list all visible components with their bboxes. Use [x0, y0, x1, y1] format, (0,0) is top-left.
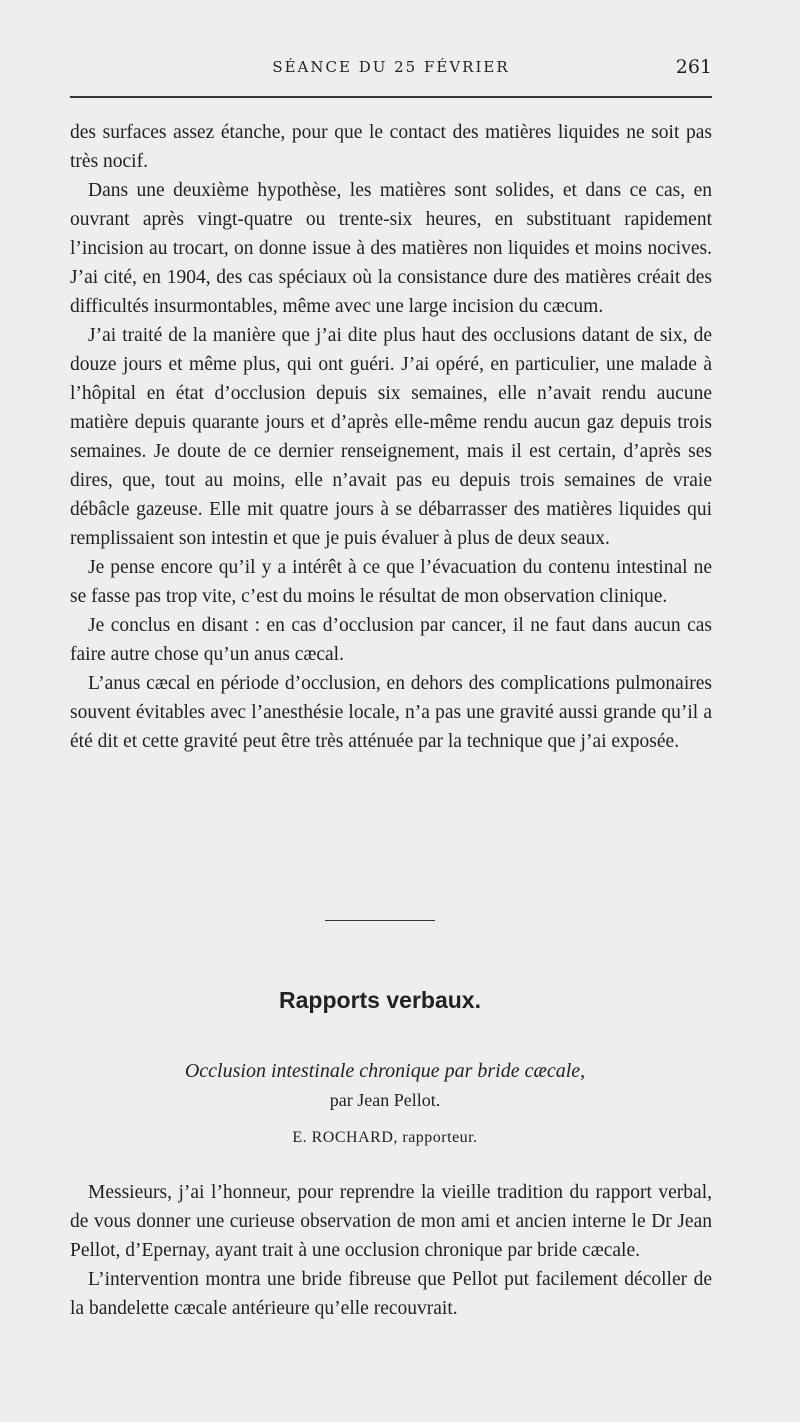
paragraph: Messieurs, j’ai l’honneur, pour reprendre la vieille tradition du rapport verbal, de vous donner une curieuse observation de mon ami et ancien interne le Dr Jean Pellot, d’Epernay, ayant trait à une occlusion chronique par bride cæcale. — [70, 1182, 712, 1261]
running-head — [70, 56, 712, 80]
paragraph: L’intervention montra une bride fibreuse que Pellot put facilement décoller de la bandelette cæcale antérieure qu’elle recouvrait. — [70, 1269, 712, 1319]
body-text-bottom — [70, 1178, 712, 1323]
paragraph: L’anus cæcal en période d’occlusion, en dehors des complications pulmonaires souvent évitables avec l’anesthésie locale, n’a pas une gravité aussi grande qu’il a été dit et cette gravité peut être très atténuée par la technique que j’ai exposée. — [70, 673, 712, 752]
paragraph: Dans une deuxième hypothèse, les matières sont solides, et dans ce cas, en ouvrant après vingt-quatre ou trente-six heures, en substituant rapidement l’incision au trocart, on donne issue à des matières non liquides et moins nocives. J’ai cité, en 1904, des cas spéciaux où la consistance dure des matières créait des difficultés insurmontables, même avec une large incision du cæcum. — [70, 180, 712, 317]
report-title: Occlusion intestinale chronique par bride cæcale, — [184, 1060, 586, 1082]
running-head-title: SÉANCE DU 25 FÉVRIER — [272, 58, 510, 76]
page-number: 261 — [675, 56, 712, 78]
body-text-top — [70, 118, 712, 756]
paragraph: Je pense encore qu’il y a intérêt à ce que l’évacuation du contenu intestinal ne se fasse pas trop vite, c’est du moins le résultat de mon observation clinique. — [70, 557, 712, 607]
section-separator — [325, 920, 435, 921]
header-rule — [70, 96, 712, 98]
paragraph: des surfaces assez étanche, pour que le contact des matières liquides ne soit pas très nocif. — [70, 122, 712, 172]
rapporteur-line: E. ROCHARD, rapporteur. — [292, 1129, 478, 1146]
paragraph: Je conclus en disant : en cas d’occlusion par cancer, il ne faut dans aucun cas faire autre chose qu’un anus cæcal. — [70, 615, 712, 665]
report-author: par Jean Pellot. — [329, 1090, 441, 1110]
paragraph: J’ai traité de la manière que j’ai dite plus haut des occlusions datant de six, de douze jours et même plus, qui ont guéri. J’ai opéré, en particulier, une malade à l’hôpital en état d’occlusion depuis six semaines, elle n’avait rendu aucune matière depuis quarante jours et d’après elle-même rendu aucun gaz depuis trois semaines. Je doute de ce dernier renseignement, mais il est certain, d’après ses dires, que, tout au moins, elle n’avait pas eu depuis trois semaines de vraie débâcle gazeuse. Elle mit quatre jours à se débarrasser des matières liquides qui remplissaient son intestin et que je puis évaluer à plus de deux seaux. — [70, 325, 712, 549]
section-title: Rapports verbaux. — [279, 987, 481, 1013]
